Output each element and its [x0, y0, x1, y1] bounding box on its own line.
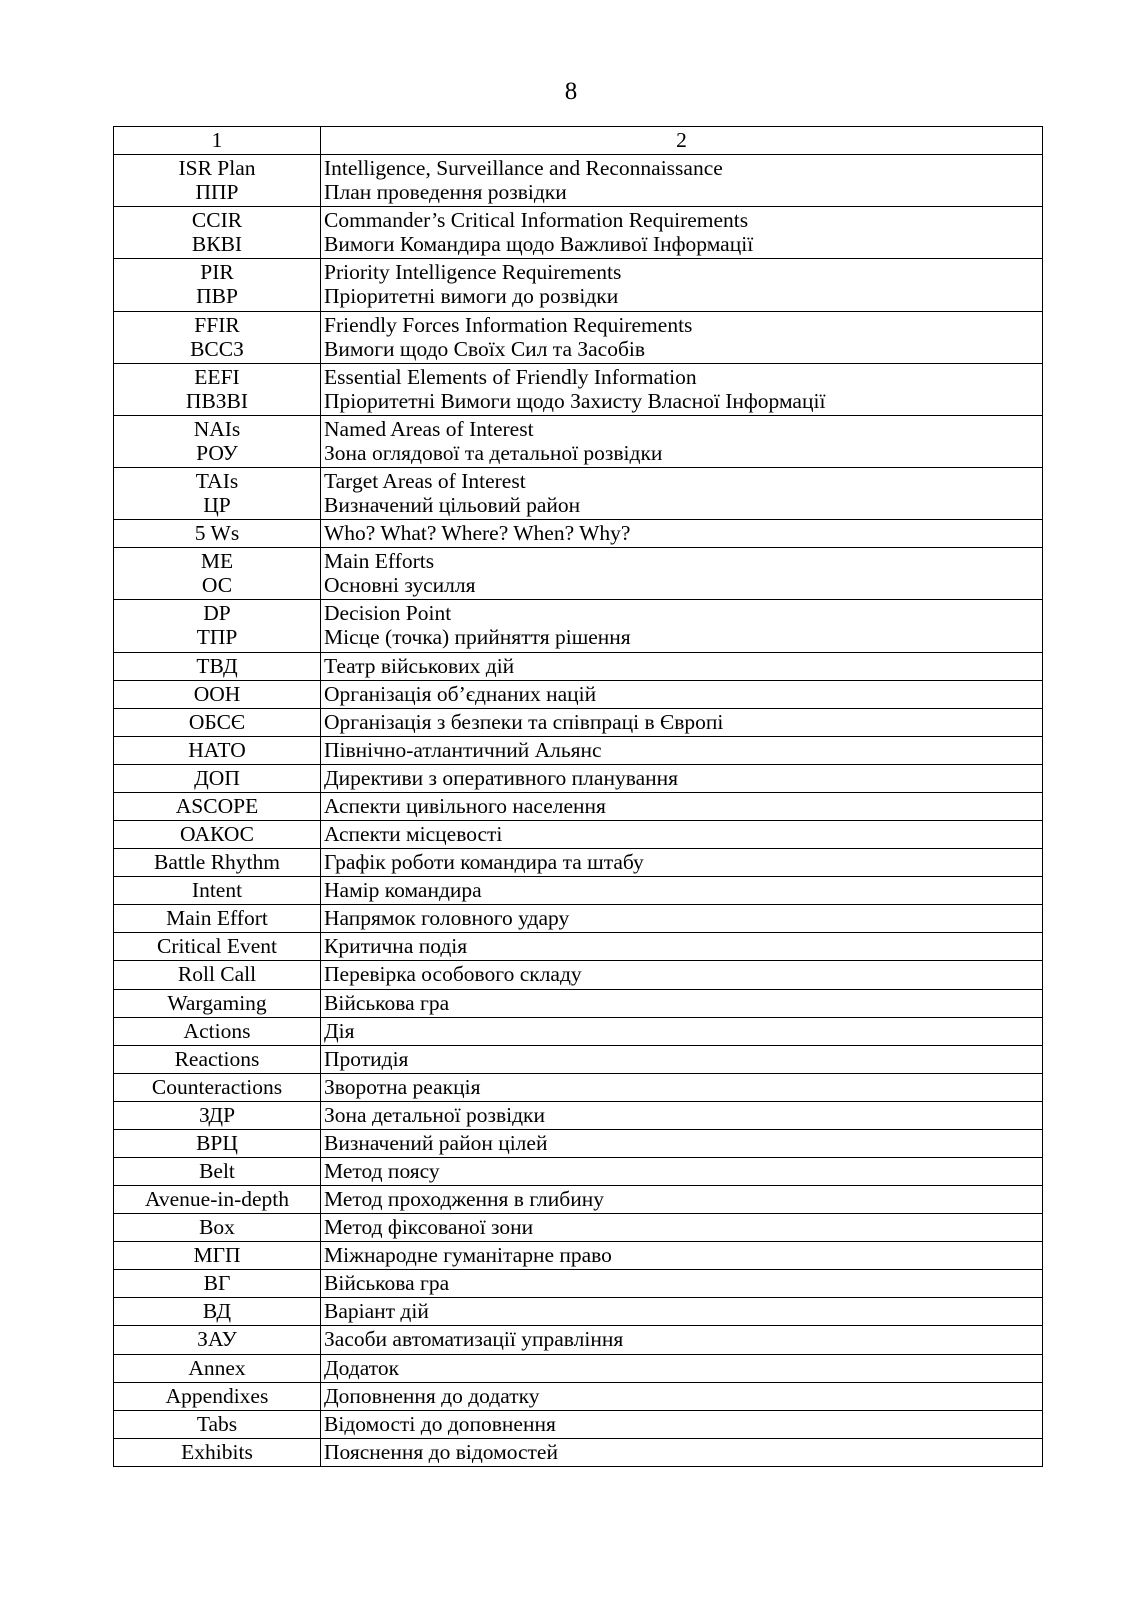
definition-line: Intelligence, Surveillance and Reconnaissance	[324, 156, 723, 181]
abbreviation-line: ASCOPE	[175, 793, 259, 818]
abbreviation-cell	[114, 1157, 321, 1185]
abbreviation-line: FFIR	[194, 312, 240, 337]
abbreviation-line: ЗДР	[198, 1102, 236, 1127]
abbreviations-table	[113, 126, 1043, 1467]
abbreviation-line: TAIs	[195, 469, 239, 494]
definition-line: Аспекти місцевості	[324, 822, 503, 847]
definition-line: Пріоритетні Вимоги щодо Захисту Власної Інформації	[324, 388, 826, 413]
definition-cell	[321, 736, 1043, 764]
definition-line: Пріоритетні вимоги до розвідки	[324, 284, 619, 309]
definition-cell	[321, 877, 1043, 905]
abbreviation-cell	[114, 821, 321, 849]
table-row	[114, 1270, 1043, 1298]
abbreviation-cell	[114, 1129, 321, 1157]
definition-line: Намір командира	[324, 878, 482, 903]
abbreviation-line: РОУ	[196, 440, 238, 465]
definition-line: Commander’s Critical Information Requirements	[324, 208, 749, 233]
definition-line: Додаток	[324, 1355, 400, 1380]
abbreviation-line: ППР	[195, 180, 239, 205]
table-row	[114, 905, 1043, 933]
abbreviation-line: Roll Call	[177, 962, 257, 987]
definition-cell	[321, 1186, 1043, 1214]
abbreviation-line: Box	[199, 1215, 235, 1240]
definition-cell	[321, 468, 1043, 520]
definition-cell	[321, 1242, 1043, 1270]
abbreviation-line: ВГ	[203, 1271, 231, 1296]
abbreviation-line: ОАКОС	[180, 822, 254, 847]
table-row	[114, 600, 1043, 652]
table-row	[114, 961, 1043, 989]
abbreviation-cell	[114, 1017, 321, 1045]
abbreviation-line: ОС	[201, 573, 233, 598]
abbreviation-cell	[114, 207, 321, 259]
table-row	[114, 652, 1043, 680]
abbreviation-line: ООН	[193, 681, 241, 706]
definition-cell	[321, 1129, 1043, 1157]
definition-line: Перевірка особового складу	[324, 962, 582, 987]
abbreviation-cell	[114, 468, 321, 520]
definition-line: Варіант дій	[324, 1299, 429, 1324]
definition-cell	[321, 1298, 1043, 1326]
abbreviation-line: ПВЗВІ	[185, 388, 249, 413]
abbreviation-line: Tabs	[196, 1411, 238, 1436]
table-row	[114, 877, 1043, 905]
table-row	[114, 1298, 1043, 1326]
definition-line: Засоби автоматизації управління	[324, 1327, 624, 1352]
definition-cell	[321, 1410, 1043, 1438]
table-row	[114, 1101, 1043, 1129]
abbreviation-line: ТПР	[196, 625, 238, 650]
definition-cell	[321, 1157, 1043, 1185]
abbreviation-cell	[114, 1382, 321, 1410]
abbreviation-cell	[114, 680, 321, 708]
definition-line: Організація з безпеки та співпраці в Європі	[324, 709, 724, 734]
abbreviation-line: МГП	[193, 1243, 241, 1268]
abbreviation-line: ТВД	[196, 653, 238, 678]
abbreviation-line: Intent	[191, 878, 243, 903]
definition-line: Дія	[324, 1018, 355, 1043]
definition-cell	[321, 933, 1043, 961]
definition-line: Військова гра	[324, 1271, 450, 1296]
abbreviation-line: ЦР	[203, 493, 231, 518]
table-row	[114, 520, 1043, 548]
table-row	[114, 1073, 1043, 1101]
definition-line: Місце (точка) прийняття рішення	[324, 625, 631, 650]
table-row	[114, 680, 1043, 708]
table-row	[114, 1326, 1043, 1354]
abbreviation-cell	[114, 764, 321, 792]
table-row	[114, 933, 1043, 961]
definition-cell	[321, 1326, 1043, 1354]
definition-cell	[321, 548, 1043, 600]
table-row	[114, 1017, 1043, 1045]
definition-line: Метод проходження в глибину	[324, 1187, 604, 1212]
abbreviation-line: ISR Plan	[178, 156, 256, 181]
abbreviation-cell	[114, 1298, 321, 1326]
table-row	[114, 1214, 1043, 1242]
abbreviation-line: Avenue-in-depth	[144, 1187, 290, 1212]
definition-cell	[321, 1270, 1043, 1298]
abbreviation-line: CCIR	[191, 208, 243, 233]
table-row	[114, 1157, 1043, 1185]
definition-cell	[321, 1073, 1043, 1101]
abbreviation-line: ВРЦ	[196, 1130, 238, 1155]
table-row	[114, 1129, 1043, 1157]
table-row	[114, 468, 1043, 520]
table-row	[114, 363, 1043, 415]
definition-line: Відомості до доповнення	[324, 1411, 556, 1436]
definition-line: Вимоги щодо Своїх Сил та Засобів	[324, 336, 646, 361]
definition-line: Військова гра	[324, 990, 450, 1015]
abbreviation-line: 5 Ws	[194, 521, 240, 546]
abbreviation-cell	[114, 1326, 321, 1354]
abbreviation-line: Annex	[188, 1355, 246, 1380]
abbreviation-line: EEFI	[194, 364, 240, 389]
abbreviation-line: Exhibits	[181, 1439, 253, 1464]
definition-line: Friendly Forces Information Requirements	[324, 312, 693, 337]
abbreviation-cell	[114, 600, 321, 652]
table-row	[114, 821, 1043, 849]
definition-line: Метод поясу	[324, 1158, 440, 1183]
abbreviation-cell	[114, 961, 321, 989]
abbreviation-cell	[114, 1242, 321, 1270]
definition-cell	[321, 363, 1043, 415]
definition-cell	[321, 1017, 1043, 1045]
definition-line: Who? What? Where? When? Why?	[324, 521, 631, 546]
abbreviation-line: ВССЗ	[190, 336, 244, 361]
abbreviation-line: ДОП	[194, 765, 240, 790]
abbreviation-line: Main Effort	[166, 906, 268, 931]
definition-line: Театр військових дій	[324, 653, 515, 678]
definition-line: Визначений цільовий район	[324, 493, 581, 518]
abbreviation-cell	[114, 905, 321, 933]
definition-line: Main Efforts	[324, 549, 435, 574]
definition-cell	[321, 905, 1043, 933]
definition-line: Графік роботи командира та штабу	[324, 850, 644, 875]
abbreviation-line: Battle Rhythm	[153, 850, 280, 875]
table-header-row	[114, 127, 1043, 155]
abbreviations-table-wrapper	[113, 126, 1028, 1467]
definition-cell	[321, 207, 1043, 259]
table-row	[114, 207, 1043, 259]
definition-line: Decision Point	[324, 601, 452, 626]
table-row	[114, 1186, 1043, 1214]
definition-cell	[321, 764, 1043, 792]
abbreviation-cell	[114, 548, 321, 600]
abbreviation-line: Belt	[199, 1158, 235, 1183]
abbreviation-line: Counteractions	[151, 1074, 283, 1099]
definition-cell	[321, 792, 1043, 820]
abbreviation-line: НАТО	[188, 737, 246, 762]
definition-cell	[321, 1382, 1043, 1410]
definition-line: Північно-атлантичний Альянс	[324, 737, 602, 762]
abbreviation-cell	[114, 520, 321, 548]
definition-line: Протидія	[324, 1046, 409, 1071]
definition-cell	[321, 311, 1043, 363]
abbreviation-cell	[114, 363, 321, 415]
definition-line: Метод фіксованої зони	[324, 1215, 534, 1240]
abbreviation-line: NAIs	[193, 416, 241, 441]
abbreviation-cell	[114, 311, 321, 363]
abbreviation-line: Wargaming	[167, 990, 267, 1015]
abbreviation-cell	[114, 1270, 321, 1298]
abbreviation-cell	[114, 1410, 321, 1438]
definition-cell	[321, 652, 1043, 680]
table-row	[114, 1354, 1043, 1382]
abbreviation-line: ME	[200, 549, 234, 574]
abbreviation-cell	[114, 849, 321, 877]
abbreviation-cell	[114, 155, 321, 207]
abbreviation-cell	[114, 1214, 321, 1242]
definition-line: Визначений район цілей	[324, 1130, 548, 1155]
definition-line: Напрямок головного удару	[324, 906, 570, 931]
definition-cell	[321, 849, 1043, 877]
abbreviation-line: DP	[203, 601, 231, 626]
table-row	[114, 1410, 1043, 1438]
table-body	[114, 127, 1043, 1467]
definition-cell	[321, 708, 1043, 736]
definition-line: Target Areas of Interest	[324, 469, 526, 494]
definition-cell	[321, 600, 1043, 652]
abbreviation-cell	[114, 1045, 321, 1073]
definition-line: Зона детальної розвідки	[324, 1102, 545, 1127]
table-row	[114, 415, 1043, 467]
definition-line: Вимоги Командира щодо Важливої Інформації	[324, 232, 754, 257]
abbreviation-line: Appendixes	[165, 1383, 269, 1408]
table-row	[114, 736, 1043, 764]
table-row	[114, 1382, 1043, 1410]
abbreviation-cell	[114, 1438, 321, 1466]
definition-line: Міжнародне гуманітарне право	[324, 1243, 612, 1268]
abbreviation-cell	[114, 415, 321, 467]
abbreviation-cell	[114, 989, 321, 1017]
table-row	[114, 764, 1043, 792]
abbreviation-cell	[114, 877, 321, 905]
abbreviation-line: ВКВІ	[191, 232, 243, 257]
table-row	[114, 849, 1043, 877]
definition-line: План проведення розвідки	[324, 180, 567, 205]
definition-cell	[321, 1045, 1043, 1073]
table-row	[114, 311, 1043, 363]
column-header-1: 1	[114, 127, 321, 155]
abbreviation-line: ВД	[202, 1299, 232, 1324]
abbreviation-cell	[114, 1101, 321, 1129]
definition-cell	[321, 1438, 1043, 1466]
abbreviation-line: ОБСЄ	[188, 709, 246, 734]
abbreviation-line: ЗАУ	[197, 1327, 237, 1352]
abbreviation-line: Actions	[183, 1018, 251, 1043]
table-row	[114, 792, 1043, 820]
table-row	[114, 708, 1043, 736]
definition-cell	[321, 1354, 1043, 1382]
table-row	[114, 1045, 1043, 1073]
definition-line: Зворотна реакція	[324, 1074, 481, 1099]
abbreviation-cell	[114, 1186, 321, 1214]
definition-cell	[321, 961, 1043, 989]
abbreviation-cell	[114, 652, 321, 680]
definition-cell	[321, 520, 1043, 548]
definition-cell	[321, 989, 1043, 1017]
definition-line: Named Areas of Interest	[324, 416, 534, 441]
abbreviation-cell	[114, 736, 321, 764]
abbreviation-line: Reactions	[174, 1046, 260, 1071]
table-row	[114, 1242, 1043, 1270]
definition-line: Організація об’єднаних націй	[324, 681, 597, 706]
abbreviation-cell	[114, 792, 321, 820]
abbreviation-line: ПВР	[196, 284, 238, 309]
abbreviation-line: PIR	[200, 260, 234, 285]
table-row	[114, 155, 1043, 207]
definition-cell	[321, 1214, 1043, 1242]
definition-cell	[321, 821, 1043, 849]
definition-line: Priority Intelligence Requirements	[324, 260, 622, 285]
abbreviation-cell	[114, 1073, 321, 1101]
definition-line: Директиви з оперативного планування	[324, 765, 679, 790]
abbreviation-cell	[114, 259, 321, 311]
definition-line: Критична подія	[324, 934, 468, 959]
table-row	[114, 548, 1043, 600]
definition-cell	[321, 415, 1043, 467]
table-row	[114, 259, 1043, 311]
definition-line: Аспекти цивільного населення	[324, 793, 606, 818]
abbreviation-cell	[114, 708, 321, 736]
definition-line: Основні зусилля	[324, 573, 476, 598]
table-row	[114, 989, 1043, 1017]
definition-line: Зона оглядової та детальної розвідки	[324, 440, 663, 465]
definition-line: Essential Elements of Friendly Information	[324, 364, 697, 389]
abbreviation-cell	[114, 933, 321, 961]
abbreviation-cell	[114, 1354, 321, 1382]
abbreviation-line: Critical Event	[156, 934, 277, 959]
definition-cell	[321, 1101, 1043, 1129]
definition-cell	[321, 259, 1043, 311]
column-header-2: 2	[321, 127, 1043, 155]
table-row	[114, 1438, 1043, 1466]
page-number: 8	[564, 78, 578, 105]
definition-cell	[321, 680, 1043, 708]
definition-line: Пояснення до відомостей	[324, 1439, 558, 1464]
definition-line: Доповнення до додатку	[324, 1383, 540, 1408]
definition-cell	[321, 155, 1043, 207]
